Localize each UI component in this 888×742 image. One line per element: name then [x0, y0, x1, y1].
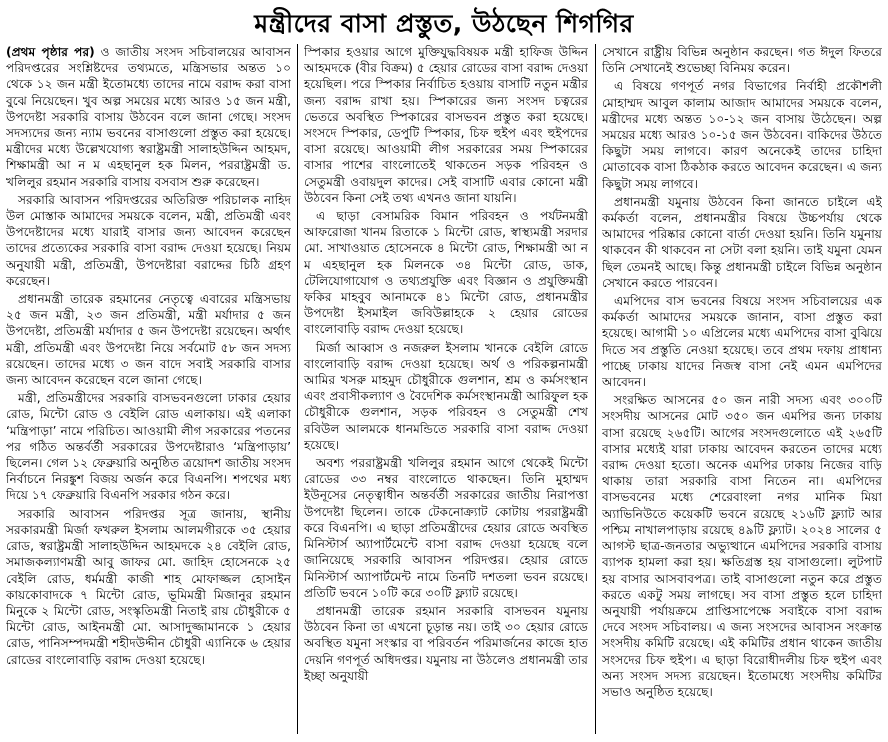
paragraph: প্রধানমন্ত্রী যমুনায় উঠবেন কিনা জানতে চাইলে এই কর্মকর্তা বলেন, প্রধানমন্ত্রীর বিষয়ে উচ্চপর্যায় থেকে আমাদের পরিষ্কার কোনো বার্তা দেওয়া হয়নি। তিনি যমুনায় থাকবেন কী থাকবেন না সেটা বলা হয়নি। তাই যমুনা যেমন ছিল তেমনই আছে। কিন্তু প্রধানমন্ত্রী চাইলে বিভিন্ন অনুষ্ঠান সেখানে করতে পারবেন।	[602, 194, 882, 290]
article-column-2	[304, 44, 588, 734]
paragraph: সেখানে রাষ্ট্রীয় বিভিন্ন অনুষ্ঠান করছেন। গত ঈদুল ফিতরে তিনি সেখানেই শুভেচ্ছা বিনিময় করেন।	[602, 45, 882, 76]
paragraph: সরকারি আবাসন পরিদপ্তর সূত্র জানায়, স্থানীয় সরকারমন্ত্রী মির্জা ফখরুল ইসলাম আলমগীরকে ৩৫ হেয়ার রোড, স্বরাষ্ট্রমন্ত্রী সালাহউদ্দিন আহমদকে ২৪ বেইলি রোড, সমাজকল্যাণমন্ত্রী আবু জাফর মো. জাহিদ হোসেনকে ২৫ বেইলি রোড, ধর্মমন্ত্রী কাজী শাহ মোফাজ্জল হোসাইন কায়কোবাদকে ৭ মিন্টো রোড, ভূমিমন্ত্রী মিজানুর রহমান মিনুকে ২ মিন্টো রোড, সংস্কৃতিমন্ত্রী নিতাই রায় চৌধুরীকে ৫ মিন্টো রোড, আইনমন্ত্রী মো. আসাদুজ্জামানকে ১ হেয়ার রোড, পানিসম্পদমন্ত্রী শহীদউদ্দীন চৌধুরী এ্যানিকে ৬ হেয়ার রোডের বাংলোবাড়ি বরাদ্দ দেওয়া হয়েছে।	[6, 506, 291, 667]
paragraph: অবশ্য পররাষ্ট্রমন্ত্রী খলিলুর রহমান আগে থেকেই মিন্টো রোডের ৩৩ নম্বর বাংলোতে থাকছেন। তিনি মুহাম্মদ ইউনূসের নেতৃত্বাধীন অন্তর্বর্তী সরকারের জাতীয় নিরাপত্তা উপদেষ্টা ছিলেন। তাকে টেকনোক্র্যাট কোটায় পররাষ্ট্রমন্ত্রী করে বিএনপি। এ ছাড়া প্রতিমন্ত্রীদের হেয়ার রোডে অবস্থিত মিনিস্টার্স অ্যাপার্টমেন্টে বাসা বরাদ্দ দেওয়া হয়েছে বলে জানিয়েছে সরকারি আবাসন পরিদপ্তর। হেয়ার রোডে মিনিস্টার্স অ্যাপার্টমেন্ট নামে তিনটি দশতলা ভবন রয়েছে। প্রতিটি ভবনে ১০টি করে ৩০টি ফ্ল্যাট রয়েছে।	[304, 456, 588, 600]
article-column-1	[6, 44, 291, 734]
paragraph: মির্জা আব্বাস ও নজরুল ইসলাম খানকে বেইলি রোডে বাংলোবাড়ি বরাদ্দ দেওয়া হয়েছে। অর্থ ও পরিকল্পনামন্ত্রী আমির খসরু মাহমুদ চৌধুরীকে গুলশান, শ্রম ও কর্মসংস্থান এবং প্রবাসীকল্যাণ ও বৈদেশিক কর্মসংস্থানমন্ত্রী আরিফুল হক চৌধুরীকে গুলশান, সড়ক পরিবহন ও সেতুমন্ত্রী শেখ রবিউল আলমকে ধানমন্ডিতে সরকারি বাসা বরাদ্দ দেওয়া হয়েছে।	[304, 340, 588, 452]
paragraph: মন্ত্রী, প্রতিমন্ত্রীদের সরকারি বাসভবনগুলো ঢাকার হেয়ার রোড, মিন্টো রোড ও বেইলি রোড এলাকায়। এই এলাকা ‘মন্ত্রিপাড়া’ নামে পরিচিত। আওয়ামী লীগ সরকারের পতনের পর গঠিত অন্তর্বর্তী সরকারের উপদেষ্টারাও ‘মন্ত্রিপাড়ায়’ ছিলেন। গেল ১২ ফেব্রুয়ারি অনুষ্ঠিত ত্রয়োদশ জাতীয় সংসদ নির্বাচনে নিরঙ্কুশ বিজয় অর্জন করে বিএনপি। শপথের মধ্য দিয়ে ১৭ ফেব্রুয়ারি বিএনপি সরকার গঠন করে।	[6, 391, 291, 503]
headline: মন্ত্রীদের বাসা প্রস্তুত, উঠছেন শিগগির	[254, 9, 634, 38]
continued-label: (প্রথম পৃষ্ঠার পর)	[6, 45, 95, 59]
paragraph: এমপিদের বাস ভবনের বিষয়ে সংসদ সচিবালয়ের এক কর্মকর্তা আমাদের সময়কে জানান, বাসা প্রস্তুত করা হয়েছে। আগামী ১০ এপ্রিলের মধ্যে এমপিদের বাসা বুঝিয়ে দিতে সব প্রস্তুতি নেওয়া হয়েছে। তবে প্রথম দফায় প্রাধান্য পাচ্ছে ঢাকায় যাদের নিজস্ব বাসা নেই এমন এমপিদের আবেদন।	[602, 294, 882, 390]
paragraph: এ বিষয়ে গণপূর্ত নগর বিভাগের নির্বাহী প্রকৌশলী মোহাম্মদ আবুল কালাম আজাদ আমাদের সময়কে বলেন, মন্ত্রীদের মধ্যে অন্তত ১০-১২ জন বাসায় উঠেছেন। অল্প সময়ের মধ্যে আরও ১০-১৫ জন উঠবেন। বাকিদের উঠতে কিছুটা সময় লাগবে। কারণ অনেকেই তাদের চাহিদা মোতাবেক বাসা ঠিকঠাক করতে আবেদন করেছেন। এ জন্য কিছুটা সময় লাগবে।	[602, 79, 882, 191]
column-divider	[595, 44, 596, 734]
paragraph: স্পিকার হওয়ার আগে মুক্তিযুদ্ধবিষয়ক মন্ত্রী হাফিজ উদ্দিন আহমদকে (বীর বিক্রম) ৫ হেয়ার রোডের বাসা বরাদ্দ দেওয়া হয়েছিল। পরে স্পিকার নির্বাচিত হওয়ায় বাসাটি নতুন মন্ত্রীর জন্য বরাদ্দ রাখা হয়। স্পিকারের জন্য সংসদ চত্বরের ভেতরে অবস্থিত স্পিকারের বাসভবন প্রস্তুত করা হয়েছে। সংসদে স্পিকার, ডেপুটি স্পিকার, চিফ হুইপ এবং হুইপদের বাসা রয়েছে। আওয়ামী লীগ সরকারের সময় স্পিকারের বাসার পাশের বাংলোতেই থাকতেন সড়ক পরিবহন ও সেতুমন্ত্রী ওবায়দুল কাদের। সেই বাসাটি এবার কোনো মন্ত্রী উঠবেন কিনা সেই তথ্য এখনও জানা যায়নি।	[304, 45, 588, 205]
paragraph: প্রধানমন্ত্রী তারেক রহমান সরকারি বাসভবন যমুনায় উঠবেন কিনা তা এখনো চূড়ান্ত নয়। তাই ৩০ হেয়ার রোডে অবস্থিত যমুনা সংস্কার বা পরিবর্তন পরিমার্জনের কাজে হাত দেয়নি গণপূর্ত অধিদপ্তর। যমুনায় না উঠলেও প্রধানমন্ত্রী তার ইচ্ছা অনুযায়ী	[304, 603, 588, 683]
column-divider	[297, 44, 298, 734]
paragraph: প্রধানমন্ত্রী তারেক রহমানের নেতৃত্বে এবারের মন্ত্রিসভায় ২৫ জন মন্ত্রী, ২৩ জন প্রতিমন্ত্রী, মন্ত্রী মর্যাদার ৫ জন উপদেষ্টা, প্রতিমন্ত্রী মর্যাদার ৫ জন উপদেষ্টা রয়েছেন। অর্থাৎ মন্ত্রী, প্রতিমন্ত্রী এবং উপদেষ্টা নিয়ে সর্বমোট ৫৮ জন সদস্য রয়েছেন। তাদের মধ্যে ৩ জন বাদে সবাই সরকারি বাসার জন্য আবেদন করেছেন বলে জানা গেছে।	[6, 292, 291, 388]
paragraph: এ ছাড়া বেসামরিক বিমান পরিবহন ও পর্যটনমন্ত্রী আফরোজা খানম রিতাকে ১ মিন্টো রোড, স্বাস্থ্যমন্ত্রী সরদার মো. সাখাওয়াত হোসেনকে ৪ মিন্টো রোড, শিক্ষামন্ত্রী আ ন ম এহছানুল হক মিলনকে ৩৪ মিন্টো রোড, ডাক, টেলিযোগাযোগ ও তথ্যপ্রযুক্তি এবং বিজ্ঞান ও প্রযুক্তিমন্ত্রী ফকির মাহবুব আনামকে ৪১ মিন্টো রোড, প্রধানমন্ত্রীর উপদেষ্টা ইসমাইল জবিউল্লাহকে ২ হেয়ার রোডের বাংলোবাড়ি বরাদ্দ দেওয়া হয়েছে।	[304, 209, 588, 337]
article-column-3	[602, 44, 882, 734]
paragraph: সরকারি আবাসন পরিদপ্তরের অতিরিক্ত পরিচালক নাহিদ উল মোস্তাক আমাদের সময়কে বলেন, মন্ত্রী, প্রতিমন্ত্রী এবং উপদেষ্টাদের মধ্যে যারাই বাসার জন্য আবেদন করেছেন তাদের প্রত্যেকের সরকারি বাসা বরাদ্দ দেওয়া হয়েছে। নিয়ম অনুযায়ী মন্ত্রী, প্রতিমন্ত্রী, উপদেষ্টারা বরাদ্দের চিঠি গ্রহণ করেছেন।	[6, 192, 291, 288]
paragraph-text: ও জাতীয় সংসদ সচিবালয়ের আবাসন পরিদপ্তরের সংশ্লিষ্টদের তথ্যমতে, মন্ত্রিসভার অন্তত ১০ থেকে ১২ জন মন্ত্রী ইতোমধ্যে তাদের নামে বরাদ্দ করা বাসা বুঝে নিয়েছেন। খুব অল্প সময়ের মধ্যে আরও ১৫ জন মন্ত্রী, উপদেষ্টা সরকারি বাসায় উঠবেন বলে জানা গেছে। সংসদ সদস্যদের জন্য ন্যাম ভবনের বাসাগুলো প্রস্তুত করা হয়েছে। মন্ত্রীদের মধ্যে উল্লেখযোগ্য স্বরাষ্ট্রমন্ত্রী সালাহউদ্দিন আহমদ, শিক্ষামন্ত্রী আ ন ম এহছানুল হক মিলন, পররাষ্ট্রমন্ত্রী ড. খলিলুর রহমান সরকারি বাসায় বসবাস শুরু করেছেন।	[6, 45, 291, 189]
paragraph	[6, 44, 291, 190]
paragraph: সংরক্ষিত আসনের ৫০ জন নারী সদস্য এবং ৩০০টি সংসদীয় আসনের মোট ৩৫০ জন এমপির জন্য ঢাকায় বাসা রয়েছে ২৬৫টি। আগের সংসদগুলোতে এই ২৬৫টি বাসার মধ্যেই যারা ঢাকায় আবেদন করতেন তাদের মধ্যে বরাদ্দ দেওয়া হতো। অনেক এমপির ঢাকায় নিজের বাড়ি থাকায় তারা সরকারি বাসা নিতেন না। এমপিদের বাসভবনের মধ্যে শেরেবাংলা নগর মানিক মিয়া অ্যাভিনিউতে কয়েকটি ভবনে রয়েছে ২১৬টি ফ্ল্যাট আর পশ্চিম নাখালপাড়ায় রয়েছে ৪৯টি ফ্ল্যাট। ২০২৪ সালের ৫ আগস্ট ছাত্র-জনতার অভ্যুত্থানে এমপিদের সরকারি বাসায় ব্যাপক হামলা করা হয়। ক্ষতিগ্রস্ত হয় বাসাগুলো। লুটপাট হয় বাসার আসবাবপত্র। তাই বাসাগুলো নতুন করে প্রস্তুত করতে একটু সময় লাগছে। সব বাসা প্রস্তুত হলে চাহিদা অনুযায়ী পর্যায়ক্রমে প্রাপ্তিসাপেক্ষে সবাইকে বাসা বরাদ্দ দেবে সংসদ সচিবালয়। এ জন্য সংসদের আবাসন সংক্রান্ত সংসদীয় কমিটি রয়েছে। এই কমিটির প্রধান থাকেন জাতীয় সংসদের চিফ হুইপ। এ ছাড়া বিরোধীদলীয় চিফ হুইপ এবং অন্য সংসদ সদস্য রয়েছেন। ইতোমধ্যে সংসদীয় কমিটির সভাও অনুষ্ঠিত হয়েছে।	[602, 393, 882, 699]
